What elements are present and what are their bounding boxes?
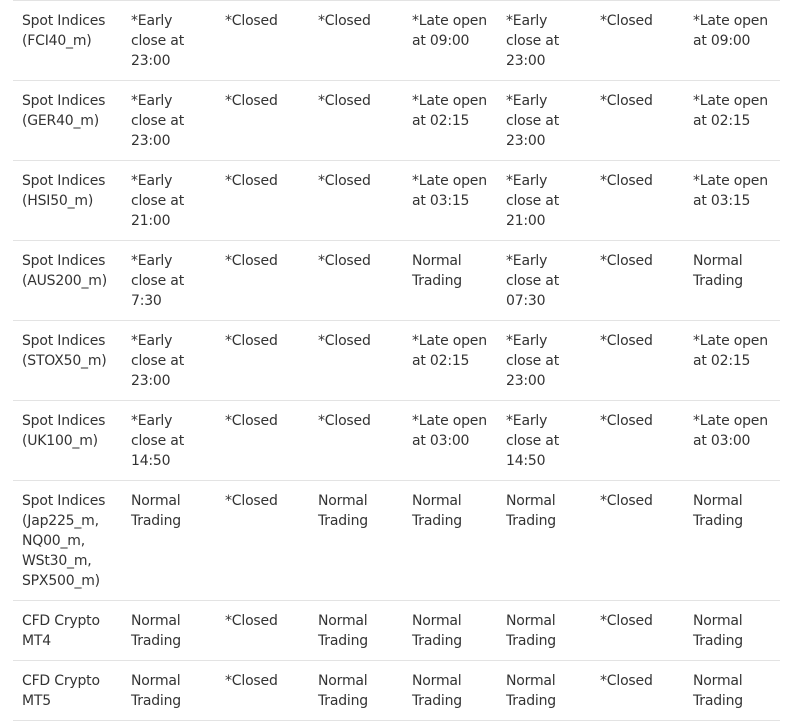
schedule-cell: Normal Trading — [497, 481, 591, 601]
schedule-cell: *Closed — [591, 161, 684, 241]
schedule-cell: *Closed — [591, 601, 684, 661]
schedule-cell: *Late open at 03:15 — [684, 161, 780, 241]
schedule-cell: *Late open at 09:00 — [403, 1, 497, 81]
schedule-cell: *Closed — [309, 321, 403, 401]
schedule-cell: Normal Trading — [403, 481, 497, 601]
table-row — [13, 481, 780, 601]
table-row — [13, 81, 780, 161]
schedule-cell: *Early close at 14:50 — [122, 401, 216, 481]
schedule-cell: *Late open at 09:00 — [684, 1, 780, 81]
schedule-cell: Normal Trading — [309, 481, 403, 601]
holiday-trading-schedule-table — [13, 0, 780, 721]
schedule-cell: Normal Trading — [684, 241, 780, 321]
schedule-cell: Normal Trading — [403, 241, 497, 321]
schedule-cell: Normal Trading — [309, 661, 403, 721]
schedule-cell: Normal Trading — [309, 601, 403, 661]
schedule-cell: *Early close at 23:00 — [122, 81, 216, 161]
instrument-cell: CFD Crypto MT4 — [13, 601, 122, 661]
schedule-cell: *Closed — [309, 1, 403, 81]
schedule-cell: *Closed — [216, 81, 309, 161]
schedule-cell: Normal Trading — [684, 661, 780, 721]
schedule-cell: *Early close at 7:30 — [122, 241, 216, 321]
schedule-cell: *Closed — [216, 161, 309, 241]
instrument-cell: Spot Indices (STOX50_m) — [13, 321, 122, 401]
schedule-cell: *Early close at 14:50 — [497, 401, 591, 481]
schedule-cell: Normal Trading — [403, 661, 497, 721]
instrument-cell: CFD Crypto MT5 — [13, 661, 122, 721]
schedule-cell: Normal Trading — [403, 601, 497, 661]
schedule-cell: *Closed — [591, 481, 684, 601]
schedule-cell: Normal Trading — [122, 601, 216, 661]
schedule-cell: *Closed — [216, 601, 309, 661]
schedule-cell: *Late open at 02:15 — [403, 81, 497, 161]
instrument-cell: Spot Indices (HSI50_m) — [13, 161, 122, 241]
table-row — [13, 241, 780, 321]
schedule-cell: *Late open at 03:15 — [403, 161, 497, 241]
schedule-cell: Normal Trading — [684, 601, 780, 661]
schedule-cell: *Late open at 02:15 — [403, 321, 497, 401]
schedule-cell: *Closed — [591, 401, 684, 481]
instrument-cell: Spot Indices (GER40_m) — [13, 81, 122, 161]
schedule-cell: *Closed — [216, 321, 309, 401]
schedule-cell: *Early close at 23:00 — [497, 1, 591, 81]
table-row — [13, 401, 780, 481]
schedule-cell: *Closed — [216, 481, 309, 601]
schedule-cell: Normal Trading — [497, 601, 591, 661]
schedule-cell: *Closed — [216, 661, 309, 721]
instrument-cell: Spot Indices (AUS200_m) — [13, 241, 122, 321]
schedule-cell: *Closed — [309, 241, 403, 321]
schedule-cell: Normal Trading — [684, 481, 780, 601]
schedule-cell: *Early close at 21:00 — [497, 161, 591, 241]
schedule-cell: *Closed — [216, 1, 309, 81]
table-row — [13, 161, 780, 241]
schedule-cell: *Closed — [591, 241, 684, 321]
schedule-cell: *Closed — [309, 81, 403, 161]
instrument-cell: Spot Indices (FCI40_m) — [13, 1, 122, 81]
schedule-cell: *Late open at 02:15 — [684, 81, 780, 161]
schedule-cell: *Early close at 23:00 — [497, 81, 591, 161]
schedule-table-body — [13, 1, 780, 721]
schedule-cell: Normal Trading — [122, 661, 216, 721]
schedule-cell: *Closed — [591, 661, 684, 721]
schedule-cell: *Closed — [216, 401, 309, 481]
schedule-cell: Normal Trading — [122, 481, 216, 601]
schedule-cell: *Early close at 07:30 — [497, 241, 591, 321]
instrument-cell: Spot Indices (UK100_m) — [13, 401, 122, 481]
schedule-cell: *Early close at 23:00 — [122, 321, 216, 401]
schedule-cell: Normal Trading — [497, 661, 591, 721]
schedule-cell: *Closed — [591, 321, 684, 401]
schedule-cell: *Closed — [591, 1, 684, 81]
schedule-cell: *Early close at 23:00 — [497, 321, 591, 401]
schedule-cell: *Closed — [216, 241, 309, 321]
table-row — [13, 601, 780, 661]
table-row — [13, 1, 780, 81]
table-row — [13, 321, 780, 401]
schedule-cell: *Closed — [309, 161, 403, 241]
schedule-cell: *Early close at 23:00 — [122, 1, 216, 81]
schedule-cell: *Early close at 21:00 — [122, 161, 216, 241]
schedule-cell: *Late open at 03:00 — [684, 401, 780, 481]
schedule-cell: *Late open at 03:00 — [403, 401, 497, 481]
instrument-cell: Spot Indices (Jap225_m, NQ00_m, WSt30_m, SPX500_m) — [13, 481, 122, 601]
table-row — [13, 661, 780, 721]
schedule-cell: *Closed — [309, 401, 403, 481]
schedule-cell: *Closed — [591, 81, 684, 161]
schedule-cell: *Late open at 02:15 — [684, 321, 780, 401]
